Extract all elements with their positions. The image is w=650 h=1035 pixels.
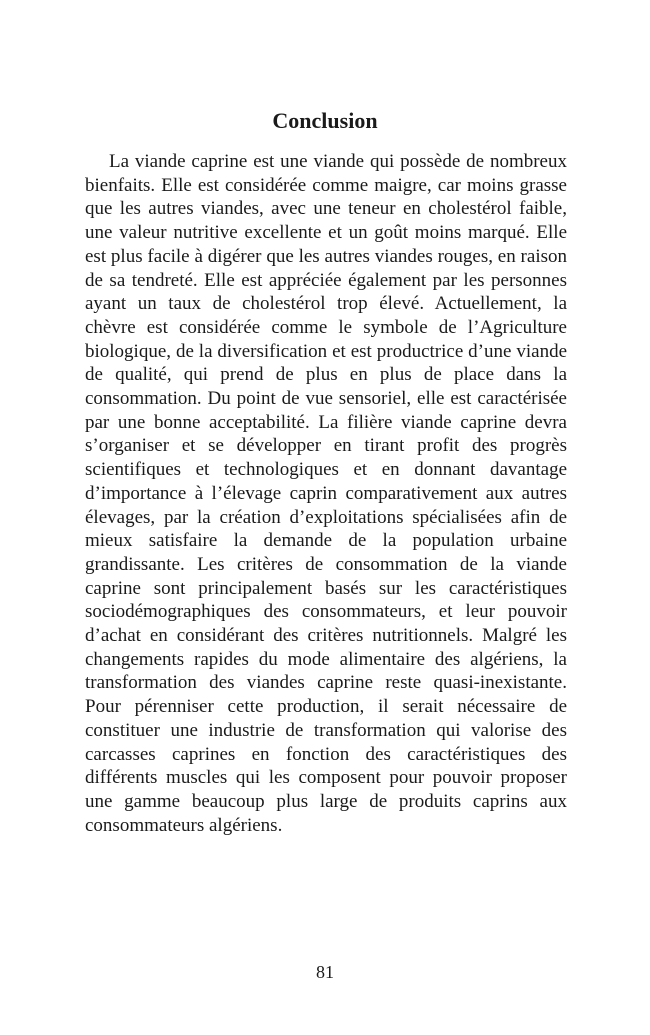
conclusion-paragraph: La viande caprine est une viande qui possède de nombreux bienfaits. Elle est considérée comme maigre, car moins grasse que les autres viandes, avec une teneur en cholestérol faible, une valeur nutritive excellente et un goût moins marqué. Elle est plus facile à digérer que les autres viandes rouges, en raison de sa tendreté. Elle est appréciée également par les personnes ayant un taux de cholestérol trop élevé. Actuellement, la chèvre est considérée comme le symbole de l’Agriculture biologique, de la diversification et est productrice d’une viande de qualité, qui prend de plus en plus de place dans la consommation. Du point de vue sensoriel, elle est caractérisée par une bonne acceptabilité. La filière viande caprine devra s’organiser et se développer en tirant profit des progrès scientifiques et technologiques et en donnant davantage d’importance à l’élevage caprin comparativement aux autres élevages, par la création d’exploitations spécialisées afin de mieux satisfaire la demande de la population urbaine grandissante. Les critères de consommation de la viande caprine sont principalement basés sur les caractéristiques sociodémographiques des consommateurs, et leur pouvoir d’achat en considérant des critères nutritionnels. Malgré les changements rapides du mode alimentaire des algériens, la transformation des viandes caprine reste quasi-inexistante. Pour pérenniser cette production, il serait nécessaire de constituer une industrie de transformation qui valorise des carcasses caprines en fonction des caractéristiques des différents muscles qui les composent pour pouvoir proposer une gamme beaucoup plus large de produits caprins aux consommateurs algériens. bbox=[85, 151, 567, 836]
page-number: 81 bbox=[316, 962, 334, 982]
page-title: Conclusion bbox=[272, 107, 378, 133]
